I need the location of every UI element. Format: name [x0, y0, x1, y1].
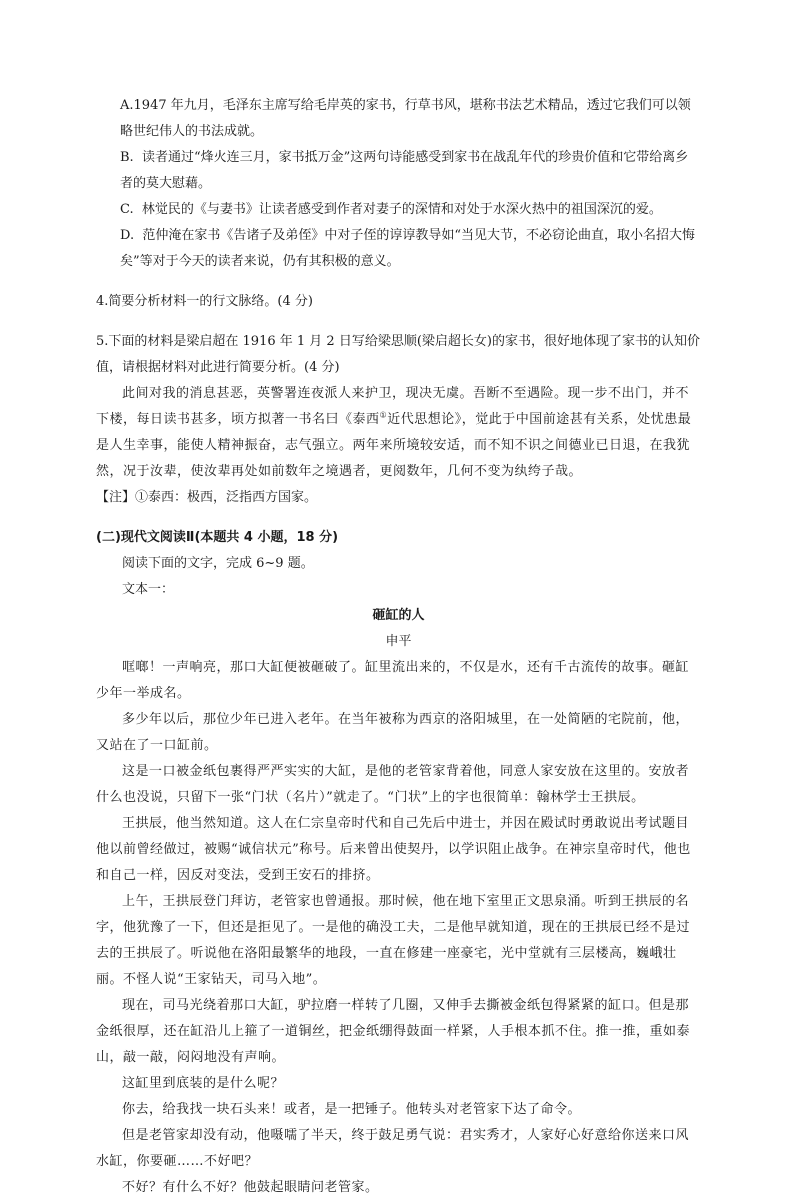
- option-d: [120, 223, 701, 275]
- letter-excerpt: [96, 381, 701, 485]
- option-text: 林觉民的《与妻书》让读者感受到作者对妻子的深情和对处于水深火热中的祖国深沉的爱。: [141, 202, 662, 217]
- letter-part-2: 近代思想论》，觉此于中国前途甚有关系，处忧患最是人生幸事，能使人精神振奋，志气强立。两年来所境较安适，而不知不识之间德业已日退，在我犹然，况于汝辈，使汝辈再处如前数年之境遇者，更阅数年，几何不变为纨绔子哉。: [96, 412, 692, 479]
- story-paragraph: 哐啷！一声响亮，那口大缸便被砸破了。缸里流出来的，不仅是水，还有千古流传的故事。砸缸少年一举成名。: [96, 660, 690, 701]
- story-paragraph: 你去，给我找一块石头来！或者，是一把锤子。他转头对老管家下达了命令。: [122, 1102, 582, 1117]
- section-title: (二)现代文阅读Ⅱ(本题共 4 小题，18 分): [96, 530, 339, 545]
- option-text: 读者通过“烽火连三月，家书抵万金”这两句诗能感受到家书在战乱年代的珍贵价值和它带给离乡者的莫大慰藉。: [120, 150, 689, 191]
- story-author: 申平: [385, 634, 412, 649]
- letter-part-1: 此间对我的消息甚恶，英警署连夜派人来护卫，现决无虞。吾断不至遇险。现一步不出门，并不下楼，每日读书甚多，顷方拟著一书名曰《泰西: [96, 386, 690, 427]
- page-content: [96, 93, 701, 1201]
- option-text: 范仲淹在家书《告诸子及弟侄》中对子侄的谆谆教导如“当见大节，不必窃论曲直，取小名招大悔矣”等对于今天的读者来说，仍有其积极的意义。: [120, 228, 696, 269]
- option-a: [120, 93, 701, 145]
- question-5-intro: 5.下面的材料是梁启超在 1916 年 1 月 2 日写给梁思顺(梁启超长女)的家书，很好地体现了家书的认知价值，请根据材料对此进行简要分析。(4 分): [96, 334, 700, 375]
- text-label: 文本一：: [122, 582, 175, 597]
- story-body: [96, 655, 701, 1201]
- option-text: 1947 年九月，毛泽东主席写给毛岸英的家书，行草书风，堪称书法艺术精品，透过它我们可以领略世纪伟人的书法成就。: [120, 98, 691, 139]
- option-b: [120, 145, 701, 197]
- story-paragraph: 上午，王拱辰登门拜访，老管家也曾通报。那时候，他在地下室里正文思泉涌。听到王拱辰的名字，他犹豫了一下，但还是拒见了。一是他的确没工夫，二是他早就知道，现在的王拱辰已经不是过去的王拱辰了。听说他在洛阳最繁华的地段，一直在修建一座豪宅，光中堂就有三层楼高，巍峨壮丽。不怪人说“王家钻天，司马入地”。: [96, 894, 691, 987]
- story-paragraph: 这是一口被金纸包裹得严严实实的大缸，是他的老管家背着他，同意人家安放在这里的。安放者什么也没说，只留下一张“门状（名片）”就走了。“门状”上的字也很简单：翰林学士王拱辰。: [96, 764, 690, 805]
- footnote-mark: ①: [379, 410, 388, 420]
- option-label: A.: [120, 98, 134, 113]
- option-list: [96, 93, 701, 275]
- story-paragraph: 但是老管家却没有动，他嗫嚅了半天，终于鼓足勇气说：君实秀才，人家好心好意给你送来口风水缸，你要砸……不好吧？: [96, 1128, 690, 1169]
- option-label: D.: [120, 228, 135, 243]
- option-c: [120, 197, 701, 223]
- option-label: C.: [120, 202, 134, 217]
- story-paragraph: 多少年以后，那位少年已进入老年。在当年被称为西京的洛阳城里，在一处简陋的宅院前，他，又站在了一口缸前。: [96, 712, 690, 753]
- footnote: 【注】①泰西：极西，泛指西方国家。: [96, 490, 318, 505]
- story-title: 砸缸的人: [372, 608, 425, 623]
- question-4: 4.简要分析材料一的行文脉络。(4 分): [96, 294, 313, 309]
- story-paragraph: 这缸里到底装的是什么呢？: [122, 1076, 285, 1091]
- story-paragraph: 不好？有什么不好？他鼓起眼睛问老管家。: [122, 1180, 379, 1195]
- option-label: B.: [120, 150, 134, 165]
- story-paragraph: 王拱辰，他当然知道。这人在仁宗皇帝时代和自己先后中进士，并因在殿试时勇敢说出考试题目他以前曾经做过，被赐“诚信状元”称号。后来曾出使契丹，以学识阻止战争。在神宗皇帝时代，他也和自己一样，因反对变法，受到王安石的排挤。: [96, 816, 691, 883]
- story-paragraph: 现在，司马光绕着那口大缸，驴拉磨一样转了几圈，又伸手去撕被金纸包得紧紧的缸口。但是那金纸很厚，还在缸沿儿上箍了一道铜丝，把金纸绷得鼓面一样紧，人手根本抓不住。推一推，重如泰山，敲一敲，闷闷地没有声响。: [96, 998, 691, 1065]
- reading-instruction: 阅读下面的文字，完成 6~9 题。: [122, 556, 314, 571]
